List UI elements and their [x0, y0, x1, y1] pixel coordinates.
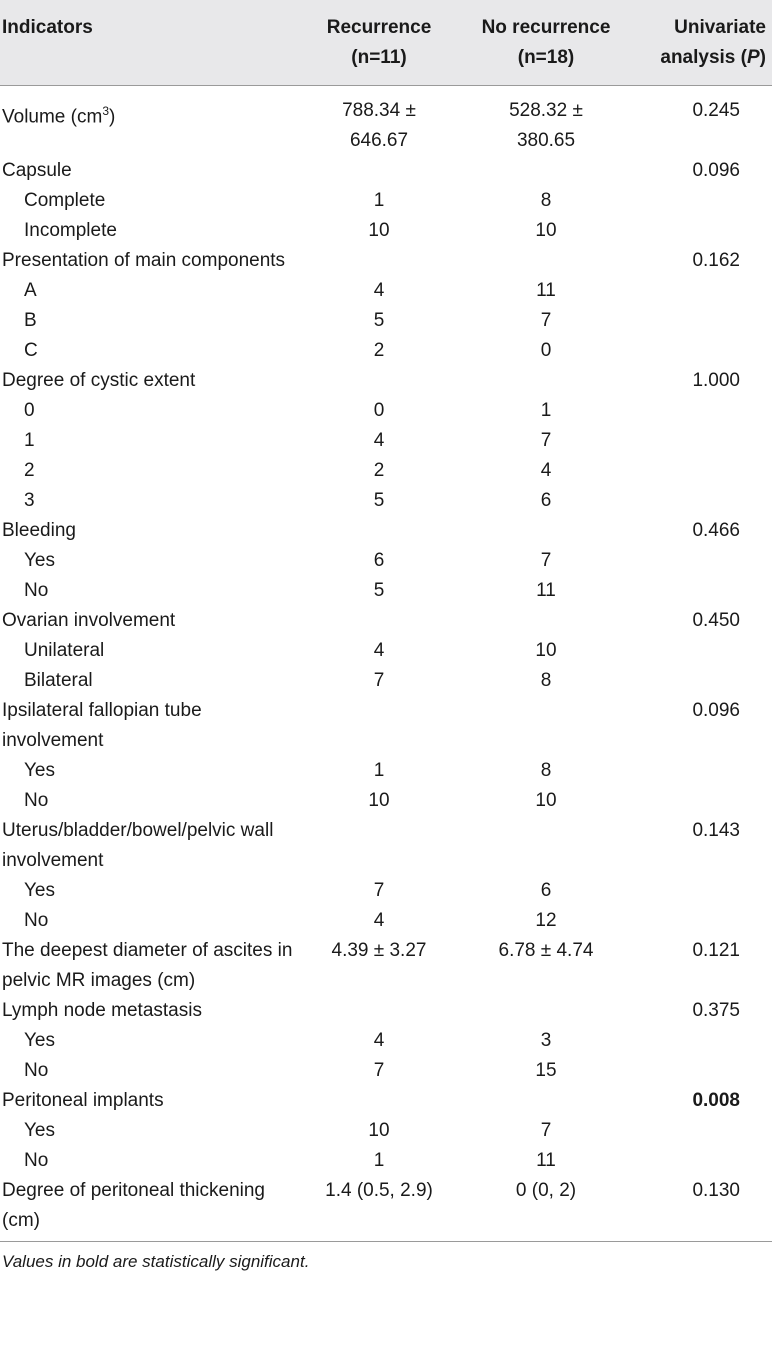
header-univariate [634, 0, 772, 86]
row-p-value: 0.096 [692, 700, 740, 721]
table-row [0, 1116, 772, 1146]
row-recurrence: 7 [373, 1060, 385, 1081]
row-recurrence: 2 [373, 340, 385, 361]
header-row [0, 0, 772, 86]
table-row [0, 366, 772, 396]
row-no-recurrence [458, 516, 634, 546]
header-no-recurrence-line2: (n=18) [517, 47, 575, 68]
row-recurrence [300, 696, 458, 756]
row-no-recurrence: 0 [540, 340, 552, 361]
row-p-value: 0.162 [692, 250, 740, 271]
row-p-value [634, 396, 772, 426]
row-p-value [634, 276, 772, 306]
row-recurrence [300, 606, 458, 636]
header-univariate-line2a: analysis ( [660, 47, 747, 68]
row-recurrence: 4.39 ± 3.27 [331, 940, 427, 961]
table-row [0, 636, 772, 666]
row-p-value [634, 426, 772, 456]
row-no-recurrence: 11 [536, 1150, 556, 1171]
table-row [0, 576, 772, 606]
row-label: Yes [24, 550, 55, 571]
header-indicators: Indicators [2, 17, 93, 38]
header-recurrence [300, 0, 458, 86]
row-recurrence: 5 [373, 580, 385, 601]
row-no-recurrence: 6 [540, 490, 552, 511]
row-recurrence: 4 [373, 1030, 385, 1051]
table-row [0, 906, 772, 936]
row-p-value [634, 1146, 772, 1176]
volume-label-end: ) [109, 106, 116, 128]
row-recurrence: 4 [373, 430, 385, 451]
row-label: No [24, 910, 49, 931]
row-recurrence [300, 246, 458, 276]
table-row [0, 186, 772, 216]
row-p-value [634, 486, 772, 516]
table-row-volume [0, 86, 772, 157]
row-label: B [24, 310, 37, 331]
row-recurrence: 1 [373, 760, 385, 781]
row-label: Complete [24, 190, 106, 211]
row-p-value [634, 216, 772, 246]
row-no-recurrence: 6.78 ± 4.74 [498, 940, 594, 961]
row-no-recurrence: 10 [535, 220, 557, 241]
table-row [0, 876, 772, 906]
row-no-recurrence: 8 [540, 670, 552, 691]
row-p-value [634, 1026, 772, 1056]
row-label: Peritoneal implants [2, 1090, 164, 1111]
row-label: 0 [24, 400, 35, 421]
row-p-value: 0.466 [692, 520, 740, 541]
row-label: No [24, 580, 49, 601]
row-p-value: 0.008 [692, 1090, 740, 1111]
header-univariate-p: P [746, 47, 760, 68]
table-row [0, 306, 772, 336]
header-univariate-line2b: ) [759, 47, 766, 68]
row-p-value [634, 576, 772, 606]
row-p-value [634, 1056, 772, 1086]
table-row [0, 1086, 772, 1116]
row-no-recurrence [458, 156, 634, 186]
row-no-recurrence [458, 696, 634, 756]
table-row [0, 756, 772, 786]
row-p-value: 0.130 [692, 1180, 740, 1201]
row-recurrence [300, 516, 458, 546]
row-no-recurrence: 12 [535, 910, 557, 931]
row-no-recurrence [458, 816, 634, 876]
row-p-value [634, 666, 772, 696]
row-label: Capsule [2, 160, 72, 181]
row-recurrence: 1 [373, 1150, 385, 1171]
row-no-recurrence: 11 [536, 280, 556, 301]
row-p-value [634, 906, 772, 936]
row-p-value [634, 756, 772, 786]
table-row [0, 156, 772, 186]
table-row [0, 486, 772, 516]
row-no-recurrence: 1 [540, 400, 552, 421]
table-row [0, 396, 772, 426]
row-label [0, 86, 300, 157]
row-p-value: 0.096 [692, 160, 740, 181]
row-recurrence [300, 1086, 458, 1116]
table-row [0, 1176, 772, 1241]
row-recurrence: 7 [373, 670, 385, 691]
row-label: Degree of cystic extent [2, 370, 196, 391]
row-p-value: 0.450 [692, 610, 740, 631]
volume-rec-line2: 646.67 [349, 130, 409, 151]
row-label: Lymph node metastasis [2, 1000, 202, 1021]
row-label: Bilateral [24, 670, 93, 691]
row-no-recurrence: 8 [540, 760, 552, 781]
row-no-recurrence [458, 86, 634, 157]
row-p-value [634, 876, 772, 906]
volume-label-sup: 3 [102, 104, 109, 118]
row-recurrence: 10 [368, 220, 390, 241]
row-no-recurrence: 6 [540, 880, 552, 901]
row-label: Yes [24, 1030, 55, 1051]
table-row [0, 336, 772, 366]
row-recurrence: 10 [368, 790, 390, 811]
row-recurrence [300, 156, 458, 186]
row-p-value: 0.245 [692, 100, 740, 121]
row-recurrence: 0 [373, 400, 385, 421]
row-recurrence: 4 [373, 640, 385, 661]
row-p-value [634, 1116, 772, 1146]
table-row [0, 216, 772, 246]
row-label: Yes [24, 880, 55, 901]
row-label: Incomplete [24, 220, 117, 241]
header-no-recurrence [458, 0, 634, 86]
row-label: Unilateral [24, 640, 105, 661]
row-recurrence: 4 [373, 280, 385, 301]
table-row [0, 456, 772, 486]
row-no-recurrence: 10 [535, 790, 557, 811]
row-recurrence [300, 816, 458, 876]
volume-rec-line1: 788.34 ± [342, 100, 416, 121]
row-recurrence [300, 86, 458, 157]
row-p-value [634, 186, 772, 216]
row-recurrence: 1 [373, 190, 385, 211]
volume-label: Volume (cm [2, 106, 103, 128]
row-p-value: 0.143 [692, 820, 740, 841]
table-row [0, 546, 772, 576]
row-no-recurrence: 4 [540, 460, 552, 481]
row-label: Bleeding [2, 520, 76, 541]
row-recurrence [300, 996, 458, 1026]
row-no-recurrence [458, 1086, 634, 1116]
table-row [0, 936, 772, 996]
row-recurrence: 5 [373, 490, 385, 511]
row-p-value [634, 336, 772, 366]
table-row [0, 696, 772, 756]
row-label: 1 [24, 430, 35, 451]
table-row [0, 606, 772, 636]
row-label: 2 [24, 460, 35, 481]
table-row [0, 816, 772, 876]
row-no-recurrence: 10 [535, 640, 557, 661]
row-p-value: 1.000 [692, 370, 740, 391]
row-no-recurrence: 7 [540, 430, 552, 451]
header-recurrence-line2: (n=11) [351, 47, 407, 68]
row-no-recurrence [458, 366, 634, 396]
footnote: Values in bold are statistically significant. [2, 1252, 310, 1271]
row-no-recurrence: 8 [540, 190, 552, 211]
row-label: Presentation of main components [2, 250, 286, 271]
row-no-recurrence: 3 [540, 1030, 552, 1051]
table-row [0, 996, 772, 1026]
header-univariate-line1: Univariate [674, 17, 766, 38]
row-label: A [24, 280, 37, 301]
row-label: Yes [24, 1120, 55, 1141]
row-recurrence: 4 [373, 910, 385, 931]
header-no-recurrence-line1: No recurrence [481, 17, 611, 38]
row-p-value: 0.375 [692, 1000, 740, 1021]
row-no-recurrence: 0 (0, 2) [515, 1180, 577, 1201]
row-p-value [634, 306, 772, 336]
row-recurrence: 1.4 (0.5, 2.9) [325, 1180, 433, 1201]
row-recurrence: 10 [368, 1120, 390, 1141]
table-row [0, 516, 772, 546]
table-row [0, 786, 772, 816]
row-label: C [24, 340, 38, 361]
row-p-value [634, 546, 772, 576]
row-recurrence [300, 366, 458, 396]
volume-norec-line1: 528.32 ± [509, 100, 583, 121]
volume-norec-line2: 380.65 [516, 130, 576, 151]
row-p-value [634, 786, 772, 816]
row-no-recurrence: 11 [536, 580, 556, 601]
row-no-recurrence: 15 [535, 1060, 557, 1081]
row-p-value: 0.121 [692, 940, 740, 961]
table-row [0, 426, 772, 456]
row-label: 3 [24, 490, 35, 511]
table-row [0, 276, 772, 306]
row-label: Degree of peritoneal thickening (cm) [2, 1180, 266, 1231]
row-no-recurrence: 7 [540, 550, 552, 571]
table-row [0, 1026, 772, 1056]
table-row [0, 246, 772, 276]
row-recurrence: 5 [373, 310, 385, 331]
table-row [0, 1146, 772, 1176]
row-label: Ovarian involvement [2, 610, 176, 631]
row-p-value [634, 456, 772, 486]
table-row [0, 1056, 772, 1086]
row-label: No [24, 1060, 49, 1081]
row-label: No [24, 790, 49, 811]
row-recurrence: 7 [373, 880, 385, 901]
row-p-value [634, 636, 772, 666]
row-recurrence: 6 [373, 550, 385, 571]
row-no-recurrence [458, 996, 634, 1026]
row-recurrence: 2 [373, 460, 385, 481]
row-label: Yes [24, 760, 55, 781]
row-label: Ipsilateral fallopian tube involvement [2, 700, 202, 751]
row-label: No [24, 1150, 49, 1171]
row-label: The deepest diameter of ascites in pelvic MR images (cm) [2, 940, 293, 991]
row-no-recurrence [458, 606, 634, 636]
row-no-recurrence [458, 246, 634, 276]
header-recurrence-line1: Recurrence [326, 17, 432, 38]
table-row [0, 666, 772, 696]
row-label: Uterus/bladder/bowel/pelvic wall involvement [2, 820, 274, 871]
row-no-recurrence: 7 [540, 310, 552, 331]
row-no-recurrence: 7 [540, 1120, 552, 1141]
